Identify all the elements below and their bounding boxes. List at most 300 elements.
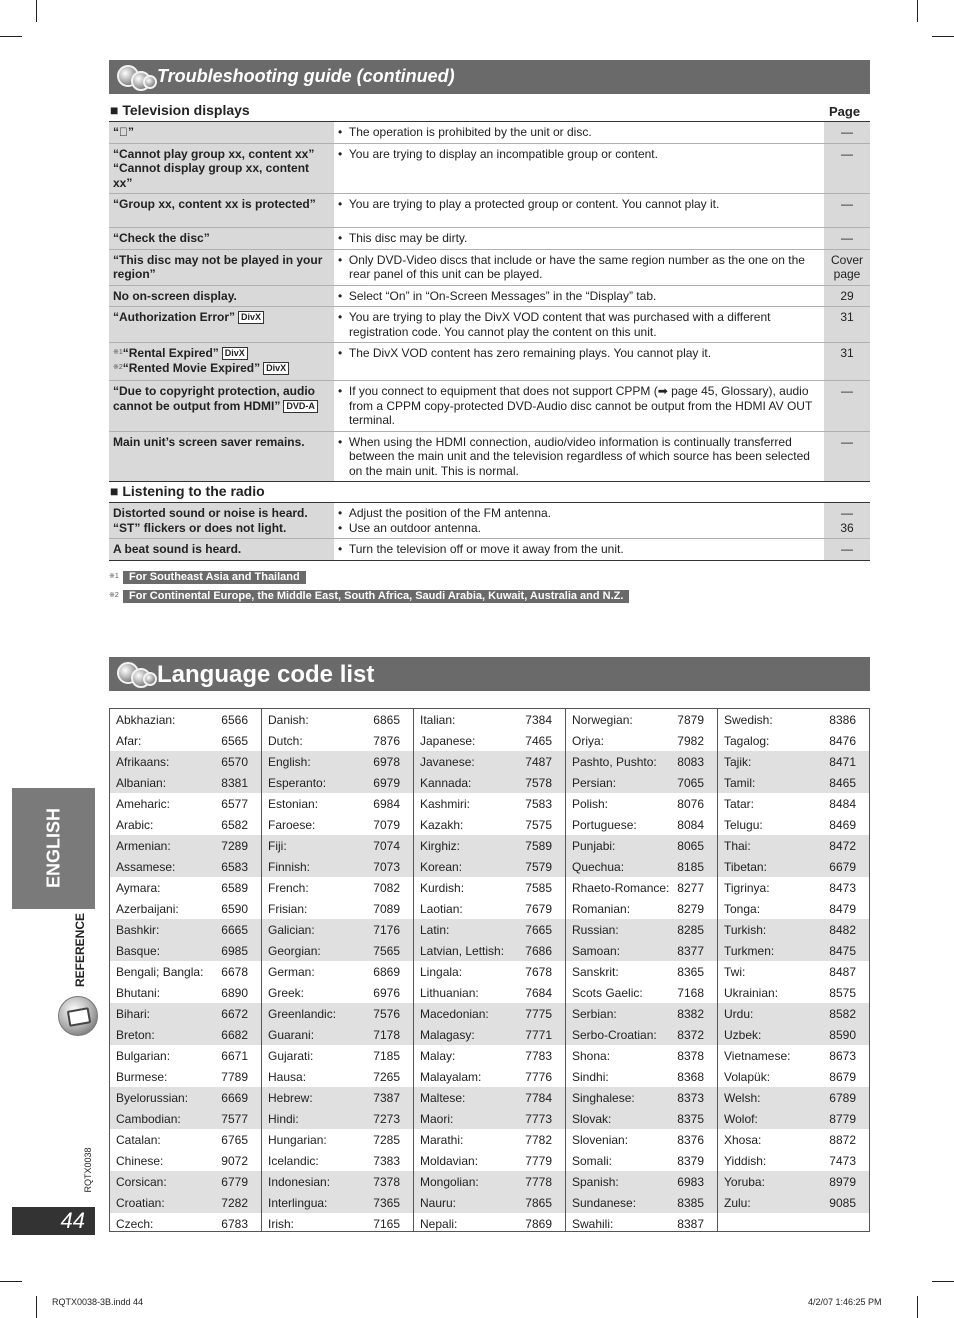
row-label: A beat sound is heard.: [113, 542, 242, 556]
language-row: [718, 814, 869, 835]
language-code: 8469: [829, 817, 856, 832]
language-code: 7585: [525, 880, 552, 895]
language-row: [110, 751, 261, 772]
language-row: [262, 940, 413, 961]
language-name: Japanese:: [420, 733, 476, 748]
language-name: Gujarati:: [268, 1048, 314, 1063]
language-code: 7982: [677, 733, 704, 748]
language-name: Abkhazian:: [116, 712, 176, 727]
solution-text: The operation is prohibited by the unit or disc.: [348, 125, 592, 139]
language-name: Hindi:: [268, 1111, 299, 1126]
language-row: [110, 814, 261, 835]
language-name: Swahili:: [572, 1216, 614, 1231]
language-code: 7178: [373, 1027, 400, 1042]
language-row: [110, 940, 261, 961]
table-row: [109, 194, 870, 228]
language-row: [566, 835, 717, 856]
language-row: [566, 1066, 717, 1087]
language-name: Italian:: [420, 712, 456, 727]
language-row: [414, 1108, 565, 1129]
language-name: Shona:: [572, 1048, 611, 1063]
language-tab: [12, 788, 95, 909]
language-code: 8382: [677, 1006, 704, 1021]
language-row: [110, 1213, 261, 1234]
language-name: Catalan:: [116, 1132, 161, 1147]
page-ref: —: [824, 539, 870, 561]
language-name: Hebrew:: [268, 1090, 313, 1105]
page-ref: —: [824, 228, 870, 250]
language-code: 7082: [373, 880, 400, 895]
language-name: Turkish:: [724, 922, 767, 937]
language-row: [414, 835, 565, 856]
language-name: Polish:: [572, 796, 609, 811]
language-name: Kazakh:: [420, 817, 464, 832]
language-code: 7665: [525, 922, 552, 937]
row-solution-cell: [334, 539, 824, 561]
language-name: Thai:: [724, 838, 751, 853]
page-ref: 31: [824, 307, 870, 343]
row-solution-cell: [334, 381, 824, 432]
language-name: Zulu:: [724, 1195, 751, 1210]
language-row: [110, 961, 261, 982]
language-name: Danish:: [268, 712, 309, 727]
page-ref: Cover page: [824, 249, 870, 285]
language-row: [718, 1192, 869, 1213]
language-code: 7089: [373, 901, 400, 916]
crop-mark: [0, 36, 22, 37]
solution-item: • Use an outdoor antenna.: [338, 520, 481, 535]
table-row: [109, 249, 870, 285]
row-solution-cell: [334, 249, 824, 285]
language-name: Kirghiz:: [420, 838, 461, 853]
language-name: Lingala:: [420, 964, 463, 979]
language-name: Kurdish:: [420, 880, 465, 895]
footnote-ref: ※1: [113, 349, 123, 356]
language-name: Somali:: [572, 1153, 613, 1168]
page-ref: — 36: [824, 503, 870, 539]
radio-section-heading: ■ Listening to the radio: [110, 483, 265, 499]
language-row: [262, 961, 413, 982]
language-code: 7876: [373, 733, 400, 748]
crop-mark: [0, 1281, 22, 1282]
language-row: [110, 835, 261, 856]
solution-text: This disc may be dirty.: [348, 231, 468, 245]
language-name: Latin:: [420, 922, 450, 937]
language-name: Hungarian:: [268, 1132, 327, 1147]
table-row: [109, 122, 870, 144]
language-title: Language code list: [157, 661, 375, 688]
language-name: Serbian:: [572, 1006, 617, 1021]
language-row: [718, 793, 869, 814]
footnote-mark: ※1: [109, 573, 119, 580]
language-name: Sanskrit:: [572, 964, 619, 979]
solution-text: You are trying to display an incompatible group or content.: [348, 146, 658, 161]
language-row: [110, 919, 261, 940]
language-code: 9085: [829, 1195, 856, 1210]
language-row: [110, 772, 261, 793]
crop-mark: [917, 0, 918, 22]
language-code: 7165: [373, 1216, 400, 1231]
language-name: Tajik:: [724, 754, 752, 769]
language-row: [110, 1129, 261, 1150]
table-row: [109, 503, 870, 539]
row-label: “⃠”: [113, 125, 134, 139]
language-code: 7575: [525, 817, 552, 832]
language-name: Mongolian:: [420, 1174, 479, 1189]
language-code: 6869: [373, 964, 400, 979]
language-code: 7579: [525, 859, 552, 874]
language-code: 8083: [677, 754, 704, 769]
language-row: [566, 940, 717, 961]
language-name: Greenlandic:: [268, 1006, 337, 1021]
language-row: [566, 877, 717, 898]
language-row: [262, 1192, 413, 1213]
language-code: 8379: [677, 1153, 704, 1168]
tv-section-heading: ■ Television displays: [110, 102, 250, 118]
language-row: [414, 940, 565, 961]
row-solution-cell: [334, 143, 824, 194]
page-column-heading: Page: [829, 104, 861, 119]
language-name: German:: [268, 964, 315, 979]
language-row: [262, 982, 413, 1003]
language-code: 7289: [221, 838, 248, 853]
page-ref: 31: [824, 343, 870, 381]
crop-mark: [932, 36, 954, 37]
language-name: Galician:: [268, 922, 315, 937]
language-name: Breton:: [116, 1027, 155, 1042]
language-code: 7776: [525, 1069, 552, 1084]
solution-text: You are trying to play the DivX VOD content that was purchased with a different registration code. You cannot play the content on this unit.: [348, 310, 771, 339]
language-row: [262, 1087, 413, 1108]
solution-text: If you connect to equipment that does not support CPPM (➡ page 45, Glossary), audio from a CPPM copy-protected DVD-Audio disc cannot be output from the HDMI AV OUT terminal.: [348, 384, 813, 427]
language-row: [110, 1024, 261, 1045]
language-row: [718, 1045, 869, 1066]
language-code: 7384: [525, 712, 552, 727]
language-name: Norwegian:: [572, 712, 633, 727]
language-name: Nepali:: [420, 1216, 458, 1231]
solution-item: • This disc may be dirty.: [338, 231, 468, 245]
language-code-grid: [109, 708, 870, 1232]
language-code: 8279: [677, 901, 704, 916]
footnote-mark: ※2: [109, 592, 119, 599]
language-row: [566, 1003, 717, 1024]
language-row: [414, 751, 565, 772]
language-code: 8779: [829, 1111, 856, 1126]
doc-code: RQTX0038: [83, 1147, 93, 1193]
language-code: 7684: [525, 985, 552, 1000]
language-row: [110, 793, 261, 814]
language-code: 8679: [829, 1069, 856, 1084]
language-row: [718, 1003, 869, 1024]
language-name: Moldavian:: [420, 1153, 479, 1168]
language-name: Laotian:: [420, 901, 463, 916]
language-column: [717, 709, 869, 1231]
language-code: 7783: [525, 1048, 552, 1063]
table-row: [109, 381, 870, 432]
language-name: Sundanese:: [572, 1195, 637, 1210]
language-code: 6890: [221, 985, 248, 1000]
language-code: 6985: [221, 943, 248, 958]
language-code: 8472: [829, 838, 856, 853]
language-code: 6983: [677, 1174, 704, 1189]
language-name: Pashto, Pushto:: [572, 754, 657, 769]
language-row: [414, 961, 565, 982]
language-column: [413, 709, 565, 1231]
language-name: Ukrainian:: [724, 985, 779, 1000]
language-code: 7578: [525, 775, 552, 790]
language-banner: [109, 657, 870, 691]
language-code: 7576: [373, 1006, 400, 1021]
row-solution-cell: [334, 307, 824, 343]
language-code: 7074: [373, 838, 400, 853]
language-row: [262, 1171, 413, 1192]
language-row: [262, 730, 413, 751]
solution-text: Turn the television off or move it away from the unit.: [348, 542, 624, 556]
language-row: [110, 898, 261, 919]
language-code: 8076: [677, 796, 704, 811]
language-row: [566, 1171, 717, 1192]
language-code: 7365: [373, 1195, 400, 1210]
language-name: Frisian:: [268, 901, 308, 916]
language-code: 6984: [373, 796, 400, 811]
language-row: [262, 1045, 413, 1066]
language-row: [718, 856, 869, 877]
language-row: [718, 1129, 869, 1150]
language-name: Slovak:: [572, 1111, 612, 1126]
language-row: [262, 1003, 413, 1024]
language-name: Estonian:: [268, 796, 319, 811]
language-code: 8479: [829, 901, 856, 916]
language-name: Oriya:: [572, 733, 605, 748]
language-name: Swedish:: [724, 712, 773, 727]
page-ref: 29: [824, 285, 870, 307]
language-row: [718, 940, 869, 961]
language-name: Armenian:: [116, 838, 171, 853]
language-code: 8387: [677, 1216, 704, 1231]
language-code: 7265: [373, 1069, 400, 1084]
language-row: [718, 1171, 869, 1192]
language-row: [262, 1213, 413, 1234]
language-code: 7784: [525, 1090, 552, 1105]
language-name: Scots Gaelic:: [572, 985, 643, 1000]
language-code: 8365: [677, 964, 704, 979]
language-row: [110, 1087, 261, 1108]
language-name: Slovenian:: [572, 1132, 629, 1147]
language-row: [414, 730, 565, 751]
language-row: [262, 1066, 413, 1087]
language-name: Marathi:: [420, 1132, 464, 1147]
language-code: 7487: [525, 754, 552, 769]
page-ref: —: [824, 381, 870, 432]
solution-text: Only DVD-Video discs that include or have the same region number as the one on the rear panel of this unit can be played.: [348, 252, 805, 281]
page-ref: —: [824, 122, 870, 144]
language-name: Urdu:: [724, 1006, 754, 1021]
language-name: Latvian, Lettish:: [420, 943, 505, 958]
language-name: Icelandic:: [268, 1153, 319, 1168]
language-code: 7775: [525, 1006, 552, 1021]
language-row: [262, 772, 413, 793]
language-code: 6566: [221, 712, 248, 727]
language-row: [718, 1066, 869, 1087]
language-name: Welsh:: [724, 1090, 761, 1105]
section-label: REFERENCE: [73, 912, 87, 988]
language-column: [565, 709, 717, 1231]
language-name: Afrikaans:: [116, 754, 170, 769]
language-code: 7865: [525, 1195, 552, 1210]
language-row: [262, 856, 413, 877]
row-label-cell: [109, 122, 334, 144]
language-name: Cambodian:: [116, 1111, 181, 1126]
language-row: [262, 793, 413, 814]
language-row: [718, 1108, 869, 1129]
language-code: 9072: [221, 1153, 248, 1168]
language-name: Greek:: [268, 985, 305, 1000]
language-name: Kashmiri:: [420, 796, 471, 811]
language-row: [110, 1045, 261, 1066]
language-row: [566, 751, 717, 772]
language-name: Interlingua:: [268, 1195, 328, 1210]
language-code: 7789: [221, 1069, 248, 1084]
language-row: [718, 982, 869, 1003]
language-code: 8465: [829, 775, 856, 790]
language-code: 8378: [677, 1048, 704, 1063]
language-name: Azerbaijani:: [116, 901, 179, 916]
language-code: 8368: [677, 1069, 704, 1084]
language-code: 6577: [221, 796, 248, 811]
language-name: Irish:: [268, 1216, 295, 1231]
language-name: Portuguese:: [572, 817, 637, 832]
language-row: [718, 1213, 869, 1234]
language-code: 7577: [221, 1111, 248, 1126]
language-code: 7565: [373, 943, 400, 958]
language-row: [110, 709, 261, 730]
language-row: [110, 1108, 261, 1129]
language-name: Maltese:: [420, 1090, 466, 1105]
table-row: [109, 431, 870, 482]
language-code: 6589: [221, 880, 248, 895]
language-row: [414, 1045, 565, 1066]
language-row: [718, 898, 869, 919]
language-name: Georgian:: [268, 943, 321, 958]
language-name: Macedonian:: [420, 1006, 489, 1021]
language-code: 6669: [221, 1090, 248, 1105]
solution-text: When using the HDMI connection, audio/video information is continually transferred between the main unit and the television regardless of which source has been selected on the main unit. This is normal.: [348, 434, 810, 478]
row-solution-cell: [334, 228, 824, 250]
language-row: [262, 877, 413, 898]
language-name: Tamil:: [724, 775, 756, 790]
language-code: 6779: [221, 1174, 248, 1189]
language-row: [718, 919, 869, 940]
slug-timestamp: 4/2/07 1:46:25 PM: [808, 1297, 882, 1307]
language-row: [262, 835, 413, 856]
language-code: 7079: [373, 817, 400, 832]
language-code: 6672: [221, 1006, 248, 1021]
language-name: Twi:: [724, 964, 746, 979]
language-row: [110, 1150, 261, 1171]
language-row: [262, 1150, 413, 1171]
row-solution-cell: [334, 122, 824, 144]
language-name: Bengali; Bangla:: [116, 964, 204, 979]
language-code: 7678: [525, 964, 552, 979]
language-name: Afar:: [116, 733, 142, 748]
language-row: [414, 1024, 565, 1045]
language-name: Spanish:: [572, 1174, 619, 1189]
language-name: Bulgarian:: [116, 1048, 171, 1063]
language-code: 6678: [221, 964, 248, 979]
language-name: Tagalog:: [724, 733, 770, 748]
language-code: 8377: [677, 943, 704, 958]
row-label: “This disc may not be played in your region”: [113, 252, 323, 281]
crop-mark: [932, 1281, 954, 1282]
row-label-cell: [109, 228, 334, 250]
language-row: [262, 1108, 413, 1129]
language-name: Byelorussian:: [116, 1090, 189, 1105]
row-solution-cell: [334, 285, 824, 307]
language-name: Rhaeto-Romance:: [572, 880, 670, 895]
language-row: [110, 856, 261, 877]
language-code: 8979: [829, 1174, 856, 1189]
language-name: French:: [268, 880, 309, 895]
language-name: Xhosa:: [724, 1132, 762, 1147]
language-code: 7273: [373, 1111, 400, 1126]
language-name: Ameharic:: [116, 796, 171, 811]
language-name: Albanian:: [116, 775, 167, 790]
language-code: 6783: [221, 1216, 248, 1231]
language-name: Assamese:: [116, 859, 176, 874]
language-name: Basque:: [116, 943, 161, 958]
language-tab-label: ENGLISH: [43, 807, 64, 889]
language-name: English:: [268, 754, 311, 769]
language-code: 7073: [373, 859, 400, 874]
language-name: Singhalese:: [572, 1090, 635, 1105]
solution-item: • You are trying to display an incompatible group or content.: [338, 146, 658, 161]
row-label-cell: [109, 249, 334, 285]
language-code: 8084: [677, 817, 704, 832]
language-row: [566, 1087, 717, 1108]
disc-icon: [115, 63, 155, 91]
language-name: Samoan:: [572, 943, 621, 958]
language-column: [110, 709, 261, 1231]
language-code: 6979: [373, 775, 400, 790]
language-name: Bhutani:: [116, 985, 161, 1000]
language-code: 7773: [525, 1111, 552, 1126]
language-row: [718, 1087, 869, 1108]
language-code: 8673: [829, 1048, 856, 1063]
row-solution-cell: [334, 431, 824, 482]
footnote-ref: ※2: [113, 363, 123, 371]
language-row: [566, 814, 717, 835]
row-label: “Group xx, content xx is protected”: [113, 197, 316, 211]
format-badge: DivX: [238, 311, 264, 324]
language-row: [718, 709, 869, 730]
language-row: [414, 919, 565, 940]
language-name: Volapük:: [724, 1069, 771, 1084]
language-code: 6565: [221, 733, 248, 748]
solution-item: • Turn the television off or move it away from the unit.: [338, 542, 624, 556]
language-code: 6665: [221, 922, 248, 937]
language-code: 6765: [221, 1132, 248, 1147]
language-name: Esperanto:: [268, 775, 327, 790]
language-code: 7285: [373, 1132, 400, 1147]
language-row: [566, 730, 717, 751]
row-label-cell: [109, 285, 334, 307]
solution-item: • You are trying to play a protected group or content. You cannot play it.: [338, 197, 720, 211]
solution-text: You are trying to play a protected group or content. You cannot play it.: [348, 197, 720, 211]
row-solution-cell: [334, 343, 824, 381]
language-name: Dutch:: [268, 733, 303, 748]
language-name: Russian:: [572, 922, 619, 937]
language-row: [718, 772, 869, 793]
